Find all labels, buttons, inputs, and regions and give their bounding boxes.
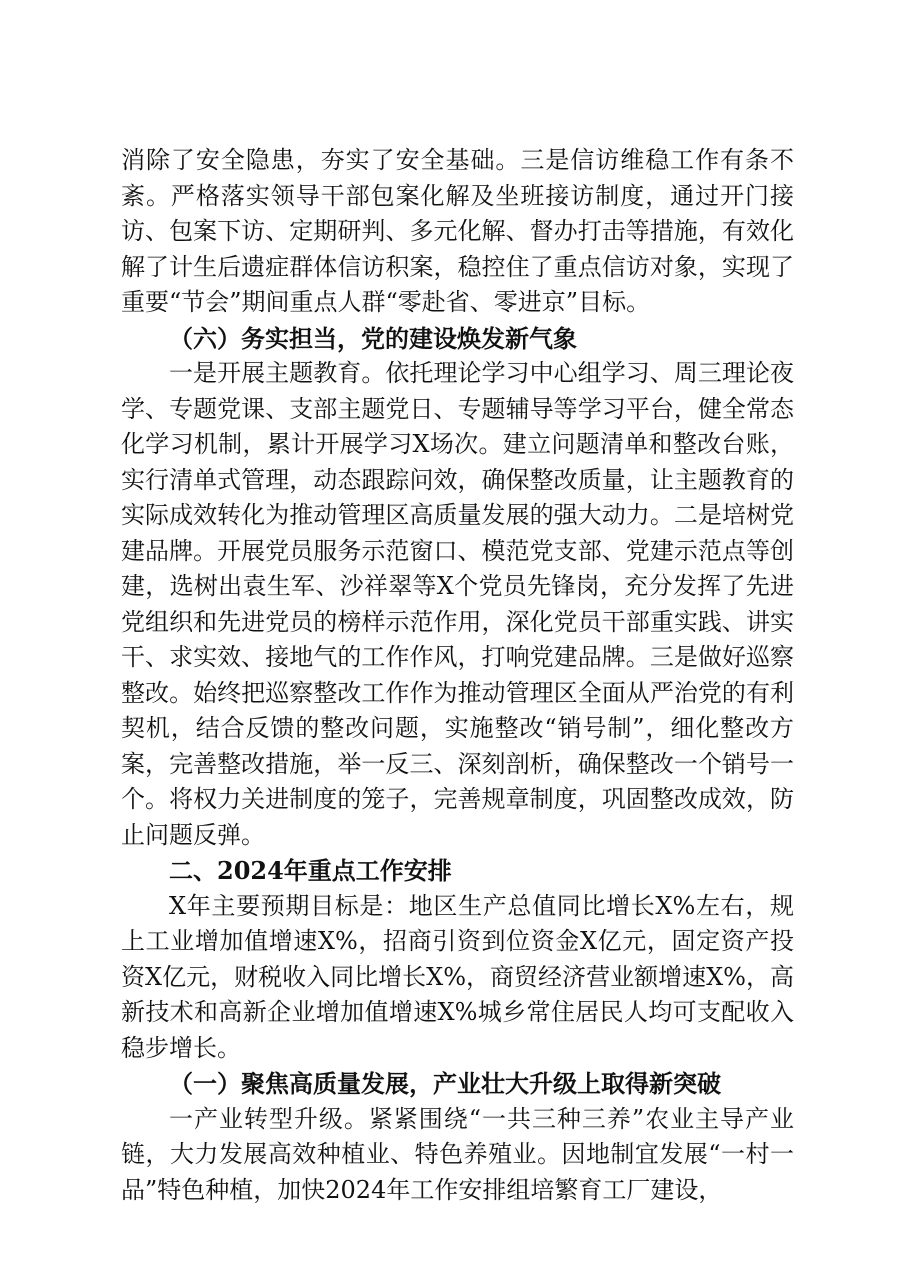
paragraph-targets: X年主要预期目标是：地区生产总值同比增长X%左右，规上工业增加值增速X%，招商引资到位资金X亿元，固定资产投资X亿元，财税收入同比增长X%，商贸经济营业额增速X%，高新技术和高新企业增加值增速X%城乡常住居民人均可支配收入稳步增长。 bbox=[121, 891, 794, 1062]
paragraph-party-building: 一是开展主题教育。依托理论学习中心组学习、周三理论夜学、专题党课、支部主题党日、专题辅导等学习平台，健全常态化学习机制，累计开展学习X场次。建立问题清单和整改台账，实行清单式管理，动态跟踪问效，确保整改质量，让主题教育的实际成效转化为推动管理区高质量发展的强大动力。二是培树党建品牌。开展党员服务示范窗口、模范党支部、党建示范点等创建，选树出袁生军、沙祥翠等X个党员先锋岗，充分发挥了先进党组织和先进党员的榜样示范作用，深化党员干部重实践、讲实干、求实效、接地气的工作作风，打响党建品牌。三是做好巡察整改。始终把巡察整改工作作为推动管理区全面从严治党的有利契机，结合反馈的整改问题，实施整改“销号制”，细化整改方案，完善整改措施，举一反三、深刻剖析，确保整改一个销号一个。将权力关进制度的笼子，完善规章制度，巩固整改成效，防止问题反弹。 bbox=[121, 359, 794, 849]
section-heading-two: 二、2024年重点工作安排 bbox=[169, 856, 452, 885]
paragraph-continuation: 消除了安全隐患，夯实了安全基础。三是信访维稳工作有条不紊。严格落实领导干部包案化解及坐班接访制度，通过开门接访、包案下访、定期研判、多元化解、督办打击等措施，有效化解了计生后遗症群体信访积案，稳控住了重点信访对象，实现了重要“节会”期间重点人群“零赴省、零进京”目标。 bbox=[121, 146, 794, 316]
document-body bbox=[121, 143, 794, 1208]
section-heading-one: （一）聚焦高质量发展，产业壮大升级上取得新突破 bbox=[169, 1069, 721, 1098]
section-heading-six: （六）务实担当，党的建设焕发新气象 bbox=[169, 323, 577, 353]
paragraph-industry: 一产业转型升级。紧紧围绕“一共三种三养”农业主导产业链，大力发展高效种植业、特色养殖业。因地制宜发展“一村一品”特色种植，加快2024年工作安排组培繁育工厂建设， bbox=[121, 1104, 794, 1204]
